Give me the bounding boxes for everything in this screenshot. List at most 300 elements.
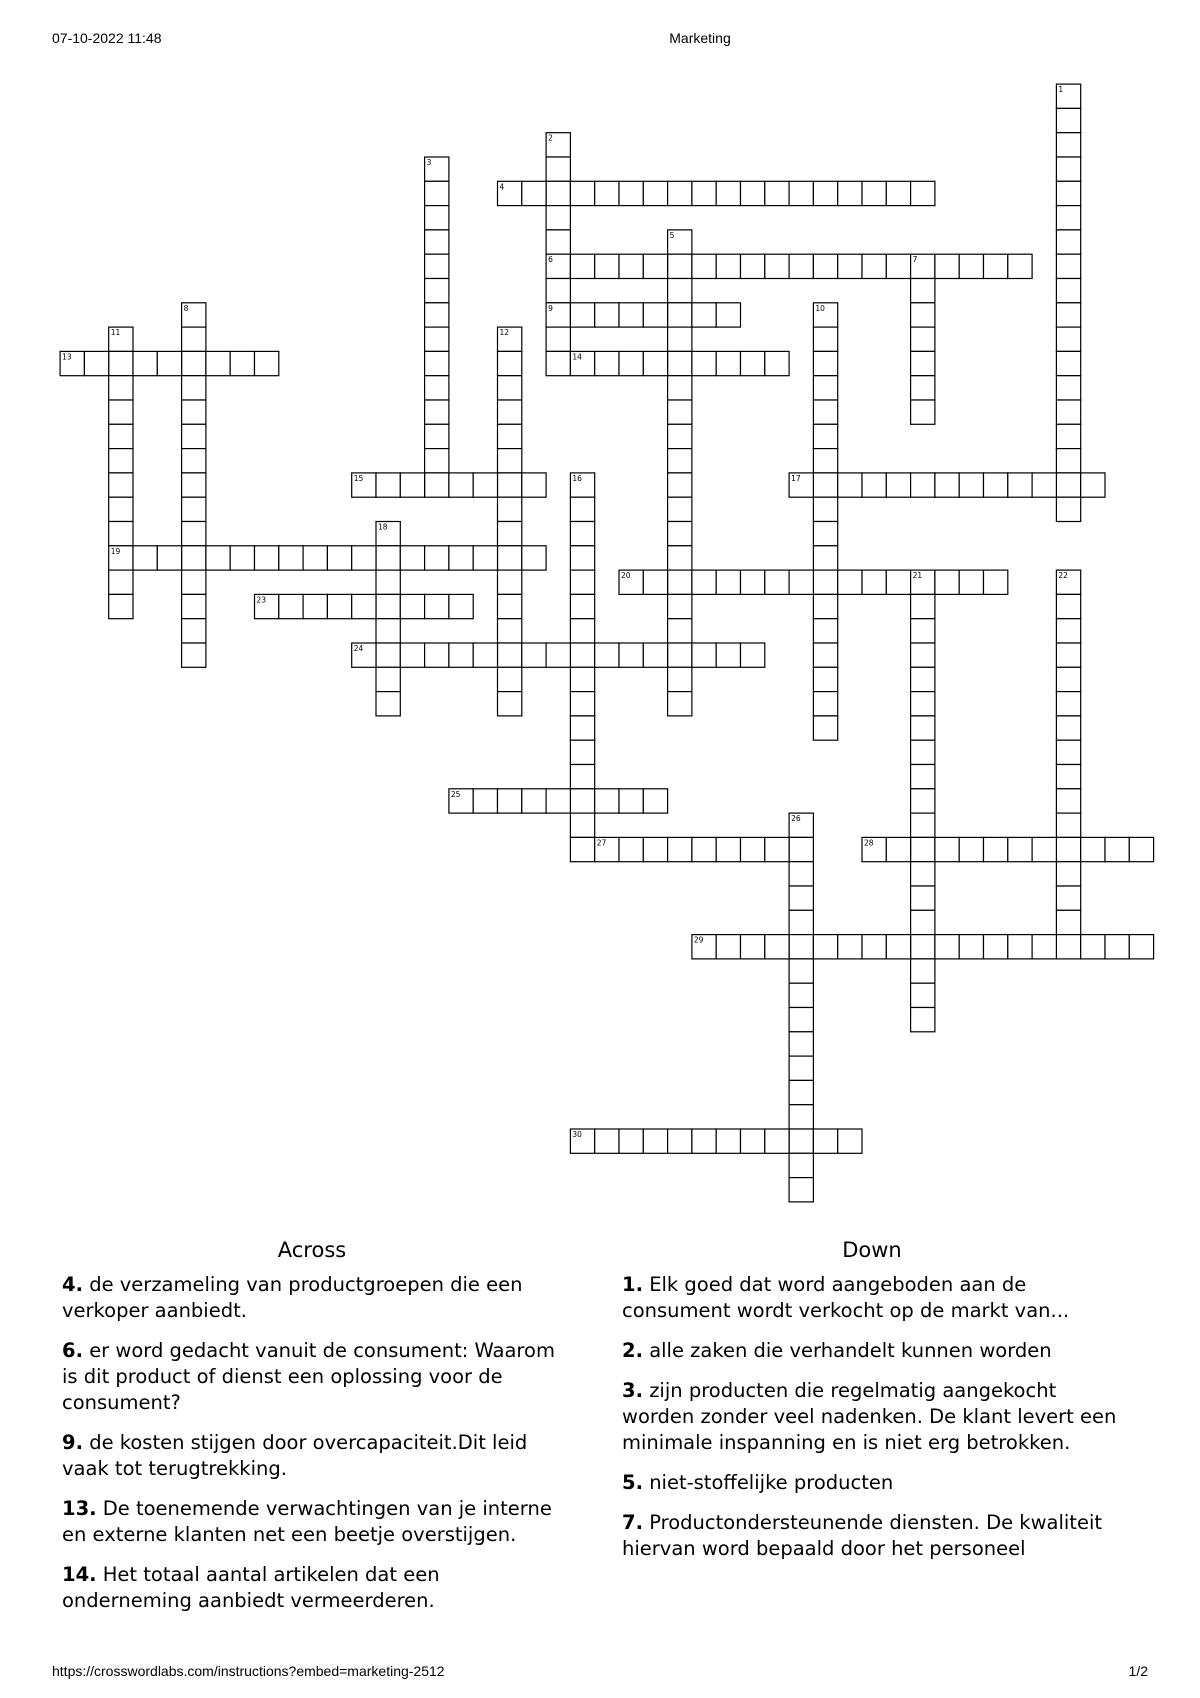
crossword-cell[interactable] [570, 740, 594, 764]
crossword-cell[interactable] [1008, 254, 1032, 278]
crossword-cell[interactable] [911, 813, 935, 837]
crossword-cell[interactable] [595, 254, 619, 278]
crossword-cell[interactable] [425, 181, 449, 205]
crossword-cell[interactable] [619, 789, 643, 813]
crossword-cell[interactable] [352, 546, 376, 570]
crossword-cell[interactable] [716, 643, 740, 667]
crossword-cell[interactable] [741, 351, 765, 375]
crossword-cell[interactable] [643, 570, 667, 594]
crossword-cell[interactable] [911, 935, 935, 959]
crossword-cell[interactable] [1008, 837, 1032, 861]
crossword-cell[interactable] [595, 351, 619, 375]
crossword-cell[interactable] [668, 327, 692, 351]
crossword-cell[interactable] [1056, 279, 1080, 303]
crossword-cell[interactable] [813, 935, 837, 959]
crossword-cell[interactable] [813, 327, 837, 351]
crossword-cell[interactable] [765, 1129, 789, 1153]
crossword-cell[interactable] [1056, 740, 1080, 764]
crossword-cell[interactable] [813, 667, 837, 691]
crossword-cell[interactable] [376, 594, 400, 618]
crossword-cell[interactable] [1056, 935, 1080, 959]
crossword-cell[interactable] [643, 643, 667, 667]
crossword-cell[interactable] [741, 837, 765, 861]
crossword-cell[interactable] [1105, 935, 1129, 959]
crossword-cell[interactable] [838, 473, 862, 497]
crossword-cell[interactable] [741, 570, 765, 594]
crossword-cell[interactable] [570, 619, 594, 643]
crossword-cell[interactable] [668, 279, 692, 303]
crossword-cell[interactable] [255, 351, 279, 375]
crossword-cell[interactable] [570, 667, 594, 691]
crossword-cell[interactable] [886, 570, 910, 594]
crossword-cell[interactable] [522, 643, 546, 667]
crossword-cell[interactable] [546, 351, 570, 375]
crossword-cell[interactable] [984, 473, 1008, 497]
crossword-cell[interactable] [668, 570, 692, 594]
crossword-cell[interactable] [692, 570, 716, 594]
crossword-cell[interactable] [109, 449, 133, 473]
crossword-cell[interactable] [1056, 108, 1080, 132]
crossword-cell[interactable] [984, 570, 1008, 594]
crossword-cell[interactable] [692, 181, 716, 205]
crossword-cell[interactable] [741, 254, 765, 278]
crossword-cell[interactable] [522, 789, 546, 813]
crossword-cell[interactable] [911, 959, 935, 983]
crossword-cell[interactable] [1056, 181, 1080, 205]
crossword-cell[interactable] [1056, 376, 1080, 400]
crossword-cell[interactable] [182, 376, 206, 400]
crossword-cell[interactable] [1056, 327, 1080, 351]
crossword-cell[interactable] [619, 643, 643, 667]
crossword-cell[interactable] [716, 570, 740, 594]
crossword-cell[interactable] [255, 546, 279, 570]
crossword-cell[interactable] [400, 546, 424, 570]
crossword-cell[interactable] [546, 279, 570, 303]
crossword-cell[interactable] [498, 546, 522, 570]
crossword-cell[interactable] [109, 376, 133, 400]
crossword-cell[interactable] [643, 303, 667, 327]
crossword-cell[interactable] [425, 206, 449, 230]
crossword-cell[interactable] [789, 1129, 813, 1153]
crossword-cell[interactable] [813, 254, 837, 278]
crossword-cell[interactable] [425, 424, 449, 448]
crossword-cell[interactable] [911, 327, 935, 351]
crossword-cell[interactable] [668, 497, 692, 521]
crossword-cell[interactable] [716, 254, 740, 278]
crossword-cell[interactable] [303, 546, 327, 570]
crossword-cell[interactable] [376, 619, 400, 643]
crossword-cell[interactable] [716, 837, 740, 861]
crossword-cell[interactable] [206, 546, 230, 570]
crossword-cell[interactable] [1056, 789, 1080, 813]
crossword-cell[interactable] [668, 424, 692, 448]
crossword-cell[interactable] [522, 546, 546, 570]
crossword-cell[interactable] [1056, 643, 1080, 667]
crossword-cell[interactable] [911, 376, 935, 400]
crossword-cell[interactable] [643, 181, 667, 205]
crossword-cell[interactable] [1056, 157, 1080, 181]
crossword-cell[interactable] [1056, 837, 1080, 861]
crossword-cell[interactable] [765, 351, 789, 375]
crossword-cell[interactable] [911, 594, 935, 618]
crossword-cell[interactable] [716, 935, 740, 959]
crossword-cell[interactable] [935, 570, 959, 594]
crossword-cell[interactable] [886, 181, 910, 205]
crossword-cell[interactable] [911, 667, 935, 691]
crossword-cell[interactable] [813, 449, 837, 473]
crossword-cell[interactable] [595, 643, 619, 667]
crossword-cell[interactable] [886, 837, 910, 861]
crossword-cell[interactable] [425, 449, 449, 473]
crossword-cell[interactable] [813, 181, 837, 205]
crossword-cell[interactable] [789, 1178, 813, 1202]
crossword-cell[interactable] [109, 473, 133, 497]
crossword-cell[interactable] [279, 594, 303, 618]
crossword-cell[interactable] [352, 594, 376, 618]
crossword-cell[interactable] [911, 619, 935, 643]
crossword-cell[interactable] [230, 351, 254, 375]
crossword-cell[interactable] [765, 254, 789, 278]
crossword-cell[interactable] [813, 522, 837, 546]
crossword-cell[interactable] [498, 594, 522, 618]
crossword-cell[interactable] [1081, 837, 1105, 861]
crossword-cell[interactable] [813, 497, 837, 521]
crossword-cell[interactable] [862, 935, 886, 959]
crossword-cell[interactable] [789, 886, 813, 910]
crossword-cell[interactable] [911, 279, 935, 303]
crossword-cell[interactable] [570, 546, 594, 570]
crossword-cell[interactable] [570, 765, 594, 789]
crossword-cell[interactable] [911, 400, 935, 424]
crossword-cell[interactable] [498, 522, 522, 546]
crossword-cell[interactable] [765, 837, 789, 861]
crossword-cell[interactable] [230, 546, 254, 570]
crossword-cell[interactable] [182, 351, 206, 375]
crossword-cell[interactable] [595, 181, 619, 205]
crossword-cell[interactable] [911, 886, 935, 910]
crossword-cell[interactable] [182, 327, 206, 351]
crossword-cell[interactable] [546, 157, 570, 181]
crossword-cell[interactable] [376, 692, 400, 716]
crossword-cell[interactable] [425, 473, 449, 497]
crossword-cell[interactable] [473, 789, 497, 813]
crossword-cell[interactable] [911, 181, 935, 205]
crossword-cell[interactable] [911, 303, 935, 327]
crossword-cell[interactable] [668, 546, 692, 570]
crossword-cell[interactable] [813, 619, 837, 643]
crossword-cell[interactable] [935, 473, 959, 497]
crossword-cell[interactable] [1056, 716, 1080, 740]
crossword-cell[interactable] [498, 789, 522, 813]
crossword-cell[interactable] [813, 351, 837, 375]
crossword-cell[interactable] [911, 789, 935, 813]
crossword-cell[interactable] [789, 837, 813, 861]
crossword-cell[interactable] [911, 910, 935, 934]
crossword-cell[interactable] [862, 181, 886, 205]
crossword-cell[interactable] [157, 351, 181, 375]
crossword-cell[interactable] [1105, 837, 1129, 861]
crossword-cell[interactable] [498, 351, 522, 375]
crossword-cell[interactable] [449, 594, 473, 618]
crossword-cell[interactable] [1129, 837, 1153, 861]
crossword-cell[interactable] [1008, 935, 1032, 959]
crossword-cell[interactable] [716, 1129, 740, 1153]
crossword-cell[interactable] [595, 789, 619, 813]
crossword-cell[interactable] [813, 594, 837, 618]
crossword-cell[interactable] [862, 254, 886, 278]
crossword-cell[interactable] [1056, 886, 1080, 910]
crossword-cell[interactable] [570, 570, 594, 594]
crossword-cell[interactable] [1056, 206, 1080, 230]
crossword-cell[interactable] [911, 765, 935, 789]
crossword-cell[interactable] [1081, 935, 1105, 959]
crossword-cell[interactable] [498, 449, 522, 473]
crossword-cell[interactable] [109, 424, 133, 448]
crossword-cell[interactable] [498, 667, 522, 691]
crossword-cell[interactable] [498, 376, 522, 400]
crossword-cell[interactable] [619, 1129, 643, 1153]
crossword-cell[interactable] [813, 546, 837, 570]
crossword-cell[interactable] [425, 594, 449, 618]
crossword-cell[interactable] [692, 351, 716, 375]
crossword-cell[interactable] [425, 254, 449, 278]
crossword-cell[interactable] [182, 570, 206, 594]
crossword-cell[interactable] [911, 351, 935, 375]
crossword-cell[interactable] [813, 376, 837, 400]
crossword-cell[interactable] [1008, 473, 1032, 497]
crossword-cell[interactable] [1056, 692, 1080, 716]
crossword-cell[interactable] [935, 935, 959, 959]
crossword-cell[interactable] [1032, 935, 1056, 959]
crossword-cell[interactable] [109, 570, 133, 594]
crossword-cell[interactable] [570, 716, 594, 740]
crossword-cell[interactable] [716, 181, 740, 205]
crossword-cell[interactable] [741, 181, 765, 205]
crossword-cell[interactable] [716, 351, 740, 375]
crossword-cell[interactable] [425, 351, 449, 375]
crossword-cell[interactable] [619, 303, 643, 327]
crossword-cell[interactable] [668, 837, 692, 861]
crossword-cell[interactable] [911, 983, 935, 1007]
crossword-cell[interactable] [425, 279, 449, 303]
crossword-cell[interactable] [911, 862, 935, 886]
crossword-cell[interactable] [84, 351, 108, 375]
crossword-cell[interactable] [182, 594, 206, 618]
crossword-cell[interactable] [570, 692, 594, 716]
crossword-cell[interactable] [546, 206, 570, 230]
crossword-cell[interactable] [813, 570, 837, 594]
crossword-cell[interactable] [789, 1032, 813, 1056]
crossword-cell[interactable] [498, 643, 522, 667]
crossword-cell[interactable] [473, 546, 497, 570]
crossword-cell[interactable] [1056, 473, 1080, 497]
crossword-cell[interactable] [789, 959, 813, 983]
crossword-cell[interactable] [1056, 619, 1080, 643]
crossword-cell[interactable] [668, 400, 692, 424]
crossword-cell[interactable] [959, 837, 983, 861]
crossword-cell[interactable] [789, 1056, 813, 1080]
crossword-cell[interactable] [570, 181, 594, 205]
crossword-cell[interactable] [1081, 473, 1105, 497]
crossword-cell[interactable] [862, 473, 886, 497]
crossword-cell[interactable] [1056, 254, 1080, 278]
crossword-cell[interactable] [595, 1129, 619, 1153]
crossword-cell[interactable] [886, 254, 910, 278]
crossword-cell[interactable] [279, 546, 303, 570]
crossword-cell[interactable] [789, 935, 813, 959]
crossword-cell[interactable] [400, 643, 424, 667]
crossword-cell[interactable] [498, 570, 522, 594]
crossword-cell[interactable] [668, 449, 692, 473]
crossword-cell[interactable] [813, 692, 837, 716]
crossword-cell[interactable] [911, 740, 935, 764]
crossword-cell[interactable] [182, 473, 206, 497]
crossword-cell[interactable] [473, 473, 497, 497]
crossword-cell[interactable] [1056, 497, 1080, 521]
crossword-cell[interactable] [449, 643, 473, 667]
crossword-cell[interactable] [668, 619, 692, 643]
crossword-cell[interactable] [1056, 400, 1080, 424]
crossword-cell[interactable] [1032, 473, 1056, 497]
crossword-cell[interactable] [182, 449, 206, 473]
crossword-cell[interactable] [838, 254, 862, 278]
crossword-cell[interactable] [1056, 449, 1080, 473]
crossword-cell[interactable] [813, 400, 837, 424]
crossword-cell[interactable] [619, 254, 643, 278]
crossword-cell[interactable] [911, 837, 935, 861]
crossword-cell[interactable] [449, 473, 473, 497]
crossword-cell[interactable] [643, 837, 667, 861]
crossword-cell[interactable] [619, 837, 643, 861]
crossword-cell[interactable] [425, 376, 449, 400]
crossword-cell[interactable] [1056, 594, 1080, 618]
crossword-cell[interactable] [327, 546, 351, 570]
crossword-cell[interactable] [1056, 910, 1080, 934]
crossword-cell[interactable] [570, 254, 594, 278]
crossword-cell[interactable] [546, 643, 570, 667]
crossword-cell[interactable] [789, 1008, 813, 1032]
crossword-cell[interactable] [959, 473, 983, 497]
crossword-cell[interactable] [959, 935, 983, 959]
crossword-cell[interactable] [473, 643, 497, 667]
crossword-cell[interactable] [1032, 837, 1056, 861]
crossword-cell[interactable] [984, 254, 1008, 278]
crossword-cell[interactable] [789, 254, 813, 278]
crossword-cell[interactable] [546, 789, 570, 813]
crossword-cell[interactable] [911, 643, 935, 667]
crossword-cell[interactable] [109, 400, 133, 424]
crossword-cell[interactable] [838, 181, 862, 205]
crossword-cell[interactable] [643, 789, 667, 813]
crossword-cell[interactable] [182, 619, 206, 643]
crossword-cell[interactable] [789, 570, 813, 594]
crossword-cell[interactable] [182, 424, 206, 448]
crossword-cell[interactable] [206, 351, 230, 375]
crossword-cell[interactable] [862, 570, 886, 594]
crossword-cell[interactable] [570, 303, 594, 327]
crossword-cell[interactable] [789, 910, 813, 934]
crossword-cell[interactable] [765, 181, 789, 205]
crossword-cell[interactable] [425, 546, 449, 570]
crossword-cell[interactable] [1056, 667, 1080, 691]
crossword-cell[interactable] [911, 1008, 935, 1032]
crossword-cell[interactable] [546, 327, 570, 351]
crossword-cell[interactable] [449, 546, 473, 570]
crossword-cell[interactable] [546, 181, 570, 205]
crossword-cell[interactable] [1056, 351, 1080, 375]
crossword-cell[interactable] [765, 570, 789, 594]
crossword-cell[interactable] [911, 473, 935, 497]
crossword-cell[interactable] [133, 546, 157, 570]
crossword-cell[interactable] [619, 181, 643, 205]
crossword-cell[interactable] [182, 497, 206, 521]
crossword-cell[interactable] [741, 1129, 765, 1153]
crossword-cell[interactable] [789, 1153, 813, 1177]
crossword-cell[interactable] [668, 594, 692, 618]
crossword-cell[interactable] [570, 594, 594, 618]
crossword-cell[interactable] [813, 424, 837, 448]
crossword-cell[interactable] [886, 473, 910, 497]
crossword-cell[interactable] [570, 789, 594, 813]
crossword-cell[interactable] [984, 837, 1008, 861]
crossword-cell[interactable] [1056, 303, 1080, 327]
crossword-cell[interactable] [400, 594, 424, 618]
crossword-cell[interactable] [619, 351, 643, 375]
crossword-cell[interactable] [813, 473, 837, 497]
crossword-cell[interactable] [109, 351, 133, 375]
crossword-cell[interactable] [643, 1129, 667, 1153]
crossword-cell[interactable] [1056, 862, 1080, 886]
crossword-cell[interactable] [838, 935, 862, 959]
crossword-cell[interactable] [668, 351, 692, 375]
crossword-cell[interactable] [692, 1129, 716, 1153]
crossword-cell[interactable] [498, 400, 522, 424]
crossword-cell[interactable] [789, 862, 813, 886]
crossword-cell[interactable] [133, 351, 157, 375]
crossword-cell[interactable] [935, 837, 959, 861]
crossword-cell[interactable] [182, 400, 206, 424]
crossword-cell[interactable] [376, 546, 400, 570]
crossword-cell[interactable] [886, 935, 910, 959]
crossword-cell[interactable] [400, 473, 424, 497]
crossword-cell[interactable] [668, 473, 692, 497]
crossword-cell[interactable] [1129, 935, 1153, 959]
crossword-cell[interactable] [376, 473, 400, 497]
crossword-cell[interactable] [765, 935, 789, 959]
crossword-cell[interactable] [813, 716, 837, 740]
crossword-cell[interactable] [498, 424, 522, 448]
crossword-cell[interactable] [109, 594, 133, 618]
crossword-cell[interactable] [813, 643, 837, 667]
crossword-cell[interactable] [668, 254, 692, 278]
crossword-cell[interactable] [668, 522, 692, 546]
crossword-cell[interactable] [425, 400, 449, 424]
crossword-cell[interactable] [911, 692, 935, 716]
crossword-cell[interactable] [838, 1129, 862, 1153]
crossword-cell[interactable] [1056, 813, 1080, 837]
crossword-cell[interactable] [668, 376, 692, 400]
crossword-cell[interactable] [425, 303, 449, 327]
crossword-cell[interactable] [498, 473, 522, 497]
crossword-cell[interactable] [668, 1129, 692, 1153]
crossword-cell[interactable] [546, 230, 570, 254]
crossword-cell[interactable] [984, 935, 1008, 959]
crossword-cell[interactable] [570, 813, 594, 837]
crossword-cell[interactable] [1056, 133, 1080, 157]
crossword-cell[interactable] [1056, 765, 1080, 789]
crossword-cell[interactable] [716, 303, 740, 327]
crossword-cell[interactable] [692, 303, 716, 327]
